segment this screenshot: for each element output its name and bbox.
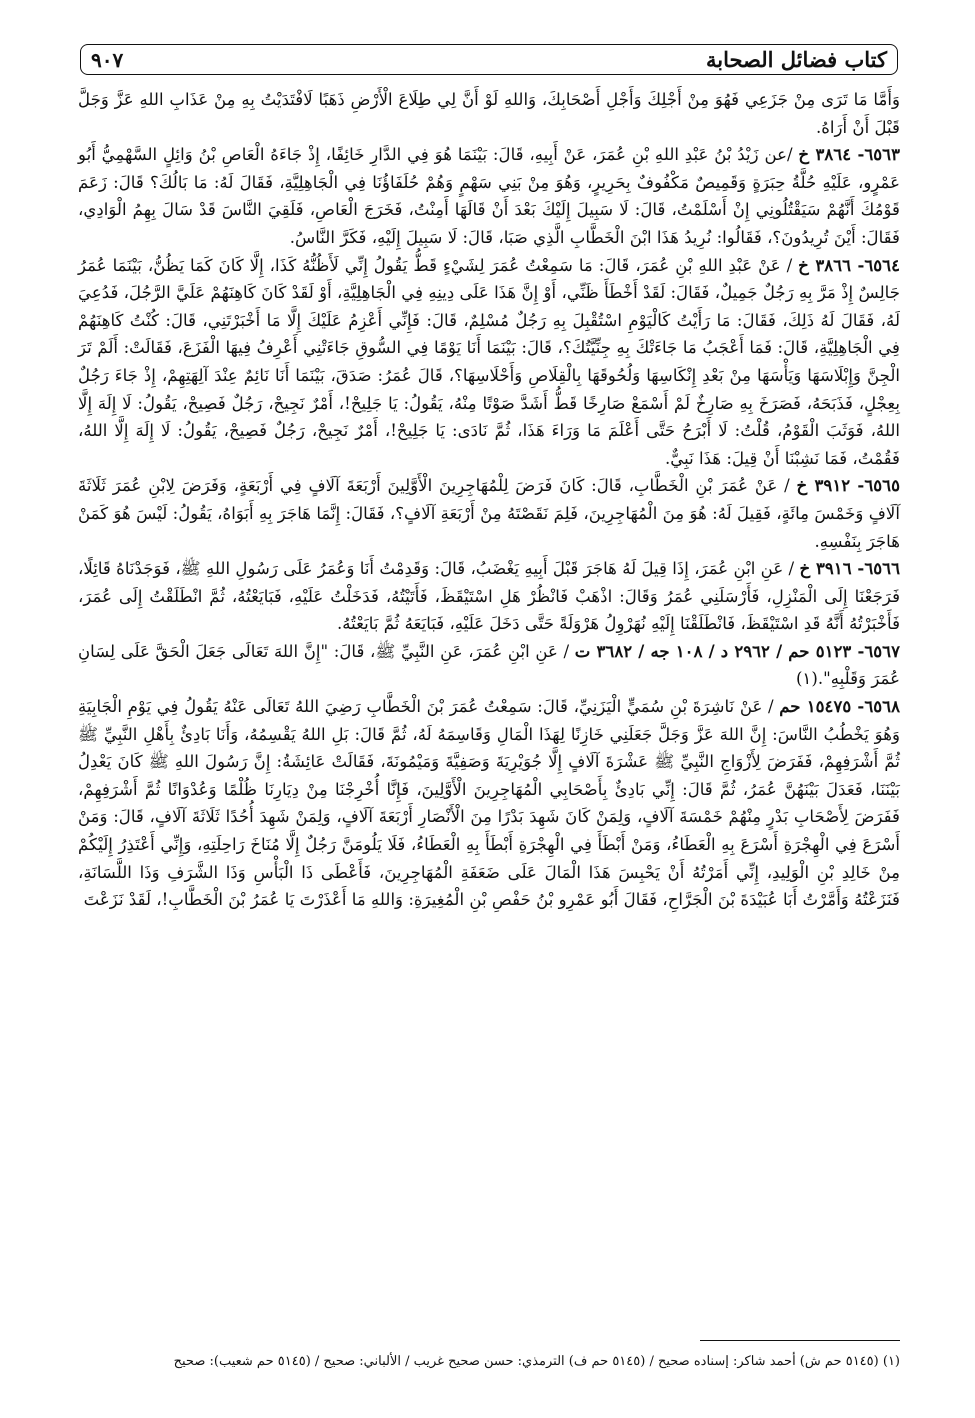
page-number: ٩٠٧	[91, 47, 124, 72]
hadith-text: / عَنِ ابْنِ عُمَرَ، عَنِ النَّبِيِّ ﷺ، قَالَ: "إِنَّ اللهَ تَعَالَى جَعَلَ الْحَقَّ عَلَى لِسَانِ عُمَرَ وَقَلْبِهِ".(١)	[78, 641, 900, 689]
hadith-entry	[78, 472, 900, 555]
hadith-entry	[78, 693, 900, 914]
hadith-entry	[78, 252, 900, 473]
hadith-text: /عن زَيْدُ بْنُ عَبْدِ اللهِ بْنِ عُمَرَ، عَنْ أَبِيهِ، قَالَ: بَيْنَمَا هُوَ فِي الدَّارِ خَائِفًا، إِذْ جَاءَهُ الْعَاصِ بْنُ وَائِلٍ السَّهْمِيُّ أَبُو عَمْرٍو، عَلَيْهِ حُلَّةُ حِبَرَةٍ وَقَمِيصٌ مَكْفُوفٌ بِحَرِيرٍ، وَهُوَ مِنْ بَنِي سَهْمٍ وَهُمْ حُلَفَاؤُنَا فِي الْجَاهِلِيَّةِ، فَقَالَ لَهُ: مَا بَالُكَ؟ قَالَ: زَعَمَ قَوْمُكَ أَنَّهُمْ سَيَقْتُلُونِي إِنْ أَسْلَمْتُ، قَالَ: لَا سَبِيلَ إِلَيْكَ بَعْدَ أَنْ قَالَهَا أَمِنْتُ، فَخَرَجَ الْعَاصِ، فَلَقِيَ النَّاسَ قَدْ سَالَ بِهِمُ الْوَادِي، فَقَالَ: أَيْنَ تُرِيدُونَ؟، فَقَالُوا: نُرِيدُ هَذَا ابْنَ الْخَطَّابِ الَّذِي صَبَا، قَالَ: لَا سَبِيلَ إِلَيْهِ، فَكَرَّ النَّاسُ.	[78, 145, 900, 247]
footnote-divider	[700, 1340, 900, 1341]
hadith-entry	[78, 638, 900, 693]
hadith-reference: ٦٥٦٧- ٥١٢٣ حم / ٢٩٦٢ د / ١٠٨ جه / ٣٦٨٢ ت	[574, 640, 901, 661]
hadith-text: / عَنْ عُمَرَ بْنِ الْخَطَّابِ، قَالَ: كَانَ فَرَضَ لِلْمُهَاجِرِينَ الْأَوَّلِينَ أَرْبَعَةَ آلَافٍ فِي أَرْبَعَةٍ، وَفَرَضَ لِابْنِ عُمَرَ ثَلَاثَةَ آلَافٍ وَخَمْسَ مِائَةٍ، فَقِيلَ لَهُ: هُوَ مِنَ الْمُهَاجِرِينَ، فَلِمَ نَقَصْتَهُ مِنْ أَرْبَعَةِ آلَافٍ؟، فَقَالَ: إِنَّمَا هَاجَرَ بِهِ أَبَوَاهُ، يَقُولُ: لَيْسَ هُوَ كَمَنْ هَاجَرَ بِنَفْسِهِ.	[78, 476, 900, 551]
hadith-text: / عَنْ عَبْدِ اللهِ بْنِ عُمَرَ، قَالَ: مَا سَمِعْتُ عُمَرَ لِشَيْءٍ قَطُّ يَقُولُ إِنِّي لَأَظُنُّهُ كَذَا، إِلَّا كَانَ كَمَا يَظُنُّ، بَيْنَمَا عُمَرُ جَالِسٌ إِذْ مَرَّ بِهِ رَجُلٌ جَمِيلٌ، فَقَالَ: لَقَدْ أَخْطَأَ ظَنِّي، أَوْ إِنَّ هَذَا عَلَى دِينِهِ فِي الْجَاهِلِيَّةِ، أَوْ لَقَدْ كَانَ كَاهِنَهُمْ عَلَيَّ الرَّجُلَ، فَدُعِيَ لَهُ، فَقَالَ لَهُ ذَلِكَ، فَقَالَ: مَا رَأَيْتُ كَالْيَوْمِ اسْتُقْبِلَ بِهِ رَجُلٌ مُسْلِمٌ، قَالَ: فَإِنِّي أَعْزِمُ عَلَيْكَ إِلَّا مَا أَخْبَرْتَنِي، قَالَ: كُنْتُ كَاهِنَهُمْ فِي الْجَاهِلِيَّةِ، قَالَ: فَمَا أَعْجَبُ مَا جَاءَتْكَ بِهِ جِنِّيَّتُكَ؟، قَالَ: بَيْنَمَا أَنَا يَوْمًا فِي السُّوقِ جَاءَتْنِي أَعْرِفُ فِيهَا الْفَزَعَ، فَقَالَتْ: أَلَمْ تَرَ الْجِنَّ وَإِبْلَاسَهَا وَيَأْسَهَا مِنْ بَعْدِ إِنْكَاسِهَا وَلُحُوقَهَا بِالْقِلَاصِ وَأَحْلَاسِهَا؟، قَالَ عُمَرُ: صَدَقَ، بَيْنَمَا أَنَا نَائِمٌ عِنْدَ آلِهَتِهِمْ، إِذْ جَاءَ رَجُلٌ بِعِجْلٍ، فَذَبَحَهُ، فَصَرَخَ بِهِ صَارِخٌ لَمْ أَسْمَعْ صَارِخًا قَطُّ أَشَدَّ صَوْتًا مِنْهُ، يَقُولُ: يَا جَلِيحْ!، أَمْرٌ نَجِيحْ، رَجُلٌ فَصِيحْ، يَقُولُ: لَا إِلَهَ إِلَّا اللهُ، فَوَثَبَ الْقَوْمُ، قُلْتُ: لَا أَبْرَحُ حَتَّى أَعْلَمَ مَا وَرَاءَ هَذَا، ثُمَّ نَادَى: يَا جَلِيحْ!، أَمْرٌ نَجِيحْ، رَجُلٌ فَصِيحْ، يَقُولُ: لَا إِلَهَ إِلَّا اللهُ، فَقُمْتُ، فَمَا نَشِبْنَا أَنْ قِيلَ: هَذَا نَبِيٌّ.	[78, 255, 900, 468]
hadith-reference: ٦٥٦٤- ٣٨٦٦ خ	[798, 254, 901, 275]
hadith-reference: ٦٥٦٣- ٣٨٦٤ خ	[798, 144, 900, 165]
hadith-entry	[78, 141, 900, 251]
page-header	[80, 44, 898, 75]
footnote: (١) (٥١٤٥ حم ش) أحمد شاكر: إسناده صحيح / (٥١٤٥ حم ف) الترمذي: حسن صحيح غريب / الألباني: صحيح / (٥١٤٥ حم شعيب): صحيح	[173, 1354, 900, 1369]
hadith-reference: ٦٥٦٨- ١٥٤٧٥ حم	[779, 696, 900, 717]
hadith-text: / عَنِ ابْنِ عُمَرَ، إِذَا قِيلَ لَهُ هَاجَرَ قَبْلَ أَبِيهِ يَغْضَبُ، قَالَ: وَقَدِمْتُ أَنَا وَعُمَرُ عَلَى رَسُولِ اللهِ ﷺ، فَوَجَدْنَاهُ قَائِلًا، فَرَجَعْنَا إِلَى الْمَنْزِلِ، فَأَرْسَلَنِي عُمَرُ وَقَالَ: اذْهَبْ فَانْظُرْ هَلِ اسْتَيْقَظَ، فَأَتَيْتُهُ، فَدَخَلْتُ عَلَيْهِ، فَبَايَعْتُهُ، ثُمَّ انْطَلَقْتُ إِلَى عُمَرَ، فَأَخْبَرْتُهُ أَنَّهُ قَدِ اسْتَيْقَظَ، فَانْطَلَقْنَا إِلَيْهِ نُهَرْوِلُ هَرْوَلَةً حَتَّى دَخَلَ عَلَيْهِ، فَبَايَعَهُ ثُمَّ بَايَعْتُهُ.	[78, 559, 900, 634]
hadith-text: / عَنْ نَاشِرَةَ بْنِ سُمَيٍّ الْيَزَنِيِّ، قَالَ: سَمِعْتُ عُمَرَ بْنَ الْخَطَّابِ رَضِيَ اللهُ تَعَالَى عَنْهُ يَقُولُ فِي يَوْمِ الْجَابِيَةِ وَهُوَ يَخْطُبُ النَّاسَ: إِنَّ اللهَ عَزَّ وَجَلَّ جَعَلَنِي خَازِنًا لِهَذَا الْمَالِ وَقَاسِمَهُ لَهُ، ثُمَّ قَالَ: بَلِ اللهُ يَقْسِمُهُ، وَأَنَا بَادِئٌ بِأَهْلِ النَّبِيِّ ﷺ ثُمَّ أَشْرَفِهِمْ، فَفَرَضَ لِأَزْوَاجِ النَّبِيِّ ﷺ عَشْرَةَ آلَافٍ إِلَّا جُوَيْرِيَةَ وَصَفِيَّةَ وَمَيْمُونَةَ، فَقَالَتْ عَائِشَةُ: إِنَّ رَسُولَ اللهِ ﷺ كَانَ يَعْدِلُ بَيْنَنَا، فَعَدَلَ بَيْنَهُنَّ عُمَرُ، ثُمَّ قَالَ: إِنِّي بَادِئٌ بِأَصْحَابِي الْمُهَاجِرِينَ الْأَوَّلِينَ، فَإِنَّا أُخْرِجْنَا مِنْ دِيَارِنَا ظُلْمًا وَعُدْوَانًا ثُمَّ أَشْرَفِهِمْ، فَفَرَضَ لِأَصْحَابِ بَدْرٍ مِنْهُمْ خَمْسَةَ آلَافٍ، وَلِمَنْ كَانَ شَهِدَ بَدْرًا مِنَ الْأَنْصَارِ أَرْبَعَةَ آلَافٍ، وَلِمَنْ شَهِدَ أُحُدًا ثَلَاثَةَ آلَافٍ، قَالَ: وَمَنْ أَسْرَعَ فِي الْهِجْرَةِ أَسْرَعَ بِهِ الْعَطَاءُ، وَمَنْ أَبْطَأَ فِي الْهِجْرَةِ أَبْطَأَ بِهِ الْعَطَاءُ، فَلَا يَلُومَنَّ رَجُلٌ إِلَّا مُنَاخَ رَاحِلَتِهِ، وَإِنِّي أَعْتَذِرُ إِلَيْكُمْ مِنْ خَالِدِ بْنِ الْوَلِيدِ، إِنِّي أَمَرْتُهُ أَنْ يَحْبِسَ هَذَا الْمَالَ عَلَى ضَعَفَةِ الْمُهَاجِرِينَ، فَأَعْطَى ذَا الْبَأْسِ وَذَا الشَّرَفِ وَذَا اللَّسَانَةِ، فَنَزَعْتُهُ وَأَمَّرْتُ أَبَا عُبَيْدَةَ بْنَ الْجَرَّاحِ، فَقَالَ أَبُو عَمْرِو بْنُ حَفْصِ بْنِ الْمُغِيرَةِ: وَاللهِ مَا أَعْذَرْتَ يَا عُمَرُ بْنَ الْخَطَّابِ!، لَقَدْ نَزَعْتَ	[78, 697, 900, 910]
main-text	[78, 86, 900, 914]
intro-paragraph: وَأَمَّا مَا تَرَى مِنْ جَزَعِي فَهُوَ مِنْ أَجْلِكَ وَأَجْلِ أَصْحَابِكَ، وَاللهِ لَوْ أَنَّ لِي طِلَاعَ الْأَرْضِ ذَهَبًا لَافْتَدَيْتُ بِهِ مِنْ عَذَابِ اللهِ عَزَّ وَجَلَّ قَبْلَ أَنْ أَرَاهُ.	[78, 90, 900, 137]
hadith-reference: ٦٥٦٦- ٣٩١٦ خ	[799, 558, 900, 579]
book-title: كتاب فضائل الصحابة	[705, 47, 887, 72]
hadith-reference: ٦٥٦٥- ٣٩١٢ خ	[796, 475, 900, 496]
hadith-entry	[78, 555, 900, 638]
